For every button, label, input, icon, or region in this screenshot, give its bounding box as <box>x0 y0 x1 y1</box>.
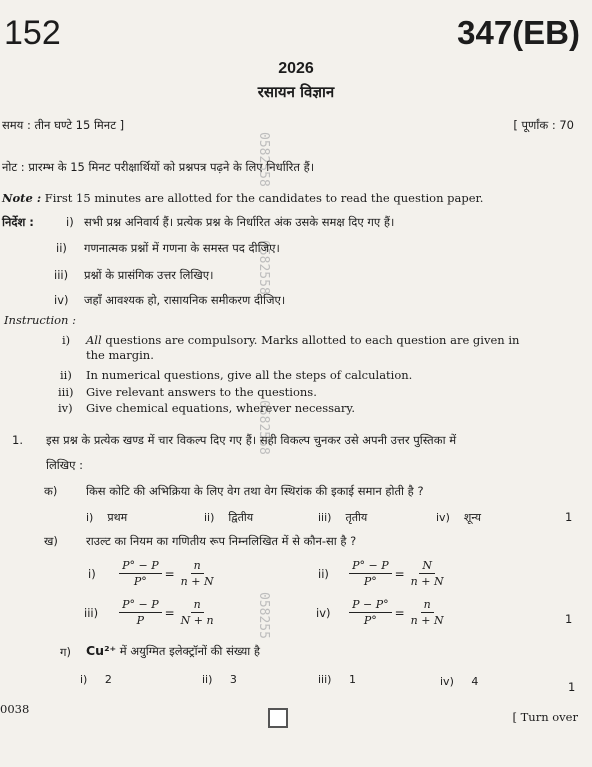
q1-ka-option-3 <box>318 510 367 525</box>
q1-ka-option-1 <box>86 510 127 525</box>
option-text: तृतीय <box>345 511 368 524</box>
q1-kha-label: ख) <box>44 534 58 548</box>
option-num: iii) <box>318 673 332 686</box>
square-marker-icon <box>268 708 288 728</box>
q1-ka-marks: 1 <box>565 510 573 524</box>
fraction-numerator: P° − P <box>119 559 162 574</box>
watermark-1: 0582558 <box>256 132 271 187</box>
option-text: शून्य <box>463 511 481 524</box>
option-text: द्वितीय <box>228 511 254 524</box>
equals-sign: = <box>394 605 405 620</box>
q1-ga-option-1 <box>80 673 112 686</box>
fraction-denominator: n + N <box>410 614 444 627</box>
nirdesh-item-4: जहाँ आवश्यक हो, रासायनिक समीकरण दीजिए। <box>84 293 286 307</box>
nirdesh-item-3: प्रश्नों के प्रासंगिक उत्तर लिखिए। <box>84 268 214 282</box>
nirdesh-item-2-num: ii) <box>56 241 67 255</box>
option-num: iv) <box>440 675 454 688</box>
option-num: i) <box>88 566 96 581</box>
copper-ion-formula: Cu²⁺ <box>86 643 117 658</box>
nirdesh-item-2: गणनात्मक प्रश्नों में गणना के समस्त पद दीजिए। <box>84 241 280 255</box>
option-num: ii) <box>204 511 215 524</box>
fraction <box>178 598 217 627</box>
subject-title: रसायन विज्ञान <box>257 83 335 101</box>
q1-kha-question: राउल्ट का नियम का गणितीय रूप निम्नलिखित में से कौन-सा है ? <box>86 534 357 548</box>
fraction-numerator: P° − P <box>119 598 162 613</box>
q1-ka-option-2 <box>204 510 253 525</box>
q1-kha-marks: 1 <box>565 612 573 626</box>
option-num: iii) <box>84 605 99 620</box>
option-num: iv) <box>316 605 331 620</box>
option-num: i) <box>80 673 88 686</box>
q1-ka-question: किस कोटि की अभिक्रिया के लिए वेग तथा वेग स्थिरांक की इकाई समान होती है ? <box>86 484 424 498</box>
fraction-numerator: n <box>421 598 434 613</box>
instruction-item-1-num: i) <box>62 333 71 347</box>
option-text: 3 <box>229 673 237 686</box>
fraction-numerator: n <box>191 598 204 613</box>
turn-over-label: [ Turn over <box>512 710 578 724</box>
fraction-denominator: N + n <box>180 614 214 627</box>
instruction-item-3: Give relevant answers to the questions. <box>86 385 317 399</box>
time-allowed: समय : तीन घण्टे 15 मिनट ] <box>2 118 125 132</box>
q1-ga-option-2 <box>202 673 237 686</box>
instruction-item-2-num: ii) <box>60 368 72 382</box>
q1-ga-option-4 <box>440 675 478 688</box>
watermark-4: 058255 <box>256 592 271 639</box>
english-note-line <box>2 191 483 205</box>
footer-code: 0038 <box>0 702 30 716</box>
instruction-item-1 <box>86 333 519 347</box>
option-text: 4 <box>471 675 479 688</box>
hindi-note: नोट : प्रारम्भ के 15 मिनट परीक्षार्थियों को प्रश्नपत्र पढ़ने के लिए निर्धारित हैं। <box>2 160 315 174</box>
fraction-denominator: P° <box>363 575 377 588</box>
q1-number: 1. <box>12 433 23 447</box>
full-marks: [ पूर्णांक : 70 <box>513 118 574 132</box>
fraction-numerator: P° − P <box>349 559 392 574</box>
paper-code-right: 347(EB) <box>457 14 580 51</box>
nirdesh-item-3-num: iii) <box>54 268 69 282</box>
option-num: ii) <box>318 566 329 581</box>
q1-kha-option-2 <box>318 559 447 588</box>
instruction-item-2: In numerical questions, give all the steps of calculation. <box>86 368 413 382</box>
fraction <box>119 559 162 588</box>
fraction <box>408 559 447 588</box>
nirdesh-item-4-num: iv) <box>54 293 69 307</box>
fraction-numerator: N <box>419 559 435 574</box>
q1-ga-question-text: में अयुग्मित इलेक्ट्रॉनों की संख्या है <box>116 644 260 658</box>
fraction <box>349 598 392 627</box>
fraction <box>408 598 447 627</box>
english-note-text: First 15 minutes are allotted for the candidates to read the question paper. <box>44 191 484 205</box>
q1-ga-question <box>86 643 260 659</box>
q1-kha-option-1 <box>88 559 217 588</box>
option-num: iii) <box>318 511 332 524</box>
equals-sign: = <box>164 605 175 620</box>
instruction-item-1-emph: All <box>86 333 102 347</box>
fraction-denominator: P° <box>363 614 377 627</box>
q1-ga-label: ग) <box>60 645 71 659</box>
q1-kha-option-3 <box>84 598 217 627</box>
instruction-item-1-cont: the margin. <box>86 348 154 362</box>
q1-ga-option-3 <box>318 673 356 686</box>
q1-text-line2: लिखिए : <box>46 458 84 472</box>
instruction-item-4: Give chemical equations, wherever necessary. <box>86 401 356 415</box>
fraction-denominator: n + N <box>410 575 444 588</box>
instruction-item-3-num: iii) <box>58 385 74 399</box>
nirdesh-item-1-num: i) <box>66 215 74 229</box>
instruction-label: Instruction : <box>4 313 76 327</box>
option-text: 2 <box>104 673 112 686</box>
instruction-item-4-num: iv) <box>58 401 73 415</box>
q1-ka-label: क) <box>44 484 58 498</box>
nirdesh-item-1: सभी प्रश्न अनिवार्य हैं। प्रत्येक प्रश्न के निर्धारित अंक उसके समक्ष दिए गए हैं। <box>84 215 395 229</box>
q1-ga-marks: 1 <box>568 680 576 694</box>
watermark-3: 0582558 <box>256 400 271 455</box>
equals-sign: = <box>394 566 405 581</box>
exam-year: 2026 <box>278 60 314 77</box>
fraction-denominator: n + N <box>180 575 214 588</box>
fraction <box>178 559 217 588</box>
english-note-label: Note : <box>2 191 42 205</box>
watermark-2: 0582558 <box>256 240 271 295</box>
q1-kha-option-4 <box>316 598 447 627</box>
fraction-numerator: P − P° <box>349 598 392 613</box>
option-num: i) <box>86 511 94 524</box>
option-text: प्रथम <box>107 511 128 524</box>
option-text: 1 <box>348 673 356 686</box>
q1-text-line1: इस प्रश्न के प्रत्येक खण्ड में चार विकल्प दिए गए हैं। सही विकल्प चुनकर उसे अपनी उत्तर पुस्तिका में <box>46 433 457 447</box>
paper-number-left: 152 <box>4 14 61 52</box>
instruction-item-1-rest: questions are compulsory. Marks allotted to each question are given in <box>101 333 520 347</box>
option-num: ii) <box>202 673 213 686</box>
nirdesh-label: निर्देश : <box>2 215 34 229</box>
option-num: iv) <box>436 511 450 524</box>
fraction-denominator: P° <box>133 575 147 588</box>
fraction <box>349 559 392 588</box>
fraction <box>119 598 162 627</box>
fraction-denominator: P <box>136 614 145 627</box>
q1-ka-option-4 <box>436 510 481 525</box>
fraction-numerator: n <box>191 559 204 574</box>
equals-sign: = <box>164 566 175 581</box>
